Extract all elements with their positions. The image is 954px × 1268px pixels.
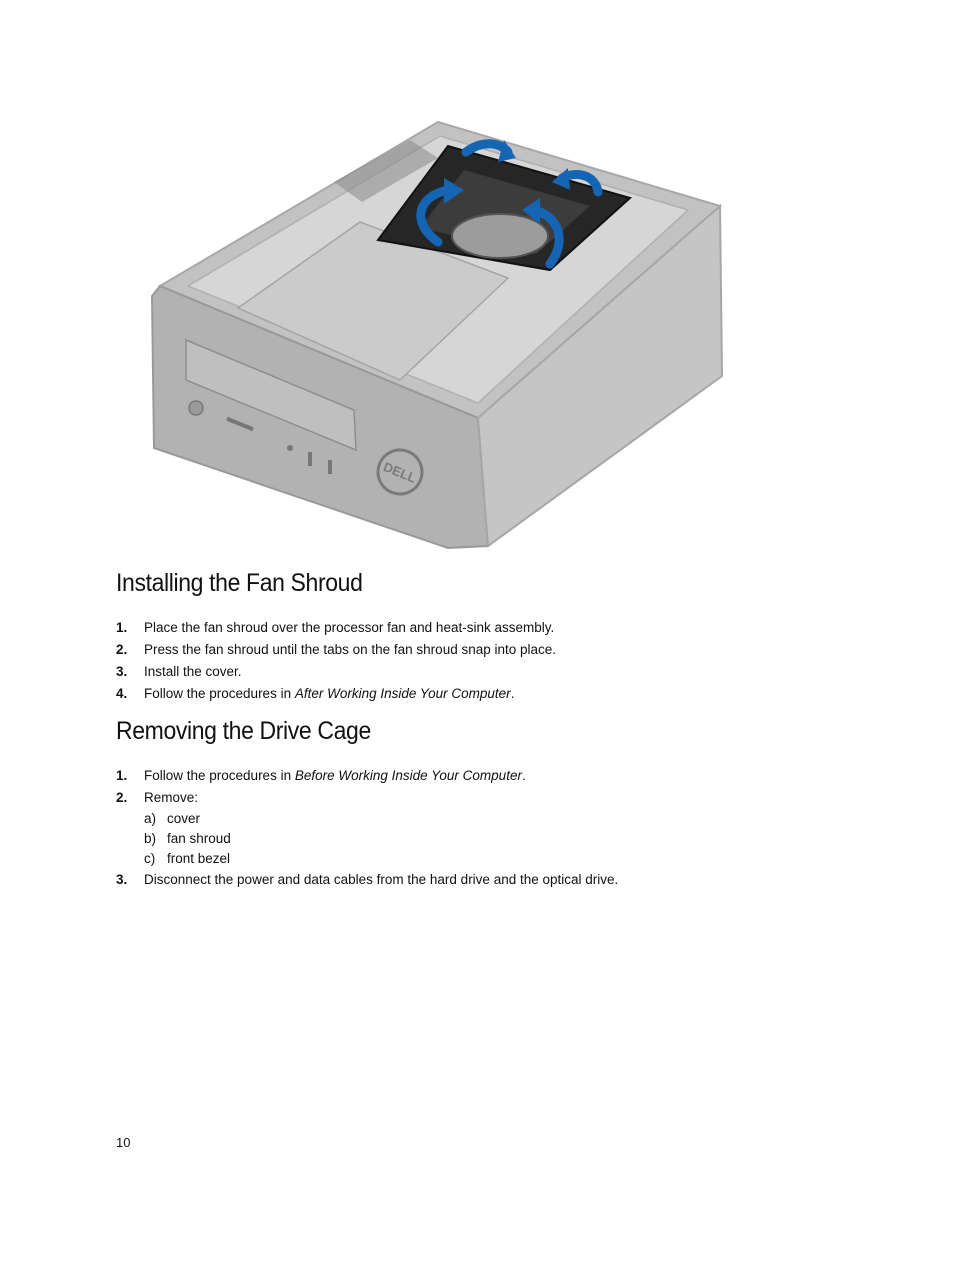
step-reference-link[interactable]: Before Working Inside Your Computer xyxy=(294,768,522,783)
sub-step-label: a) xyxy=(144,811,157,826)
sub-step-text: fan shroud xyxy=(167,831,231,846)
sub-step-item xyxy=(144,809,618,829)
section-title-installing-fan-shroud: Installing the Fan Shroud xyxy=(116,569,363,597)
step-reference-link[interactable]: After Working Inside Your Computer xyxy=(294,686,511,701)
step-item xyxy=(116,869,618,891)
step-number: 2. xyxy=(116,642,128,657)
fan-shroud-illustration xyxy=(148,118,728,550)
step-number: 1. xyxy=(116,768,128,783)
step-number: 3. xyxy=(116,664,128,679)
step-text: Follow the procedures in xyxy=(144,768,295,783)
sub-step-item xyxy=(144,829,618,849)
sub-step-item xyxy=(144,849,618,869)
installing-fan-shroud-steps xyxy=(116,617,556,705)
step-number: 1. xyxy=(116,620,128,635)
step-item xyxy=(116,787,618,869)
usb-port xyxy=(308,452,312,466)
sub-step-label: b) xyxy=(144,831,157,846)
usb-port xyxy=(328,460,332,474)
step-text-end: . xyxy=(510,686,515,701)
step-item xyxy=(116,639,556,661)
step-text-end: . xyxy=(521,768,526,783)
step-number: 2. xyxy=(116,790,128,805)
step-item xyxy=(116,617,556,639)
removing-drive-cage-steps xyxy=(116,765,618,891)
step-text: Place the fan shroud over the processor fan and heat-sink assembly. xyxy=(144,620,555,635)
step-number: 3. xyxy=(116,872,128,887)
sub-step-text: cover xyxy=(167,811,201,826)
sub-step-text: front bezel xyxy=(167,851,231,866)
processor-fan xyxy=(452,214,548,258)
audio-port xyxy=(287,445,293,451)
sub-step-label: c) xyxy=(144,851,156,866)
step-number: 4. xyxy=(116,686,128,701)
step-text: Press the fan shroud until the tabs on the fan shroud snap into place. xyxy=(144,642,557,657)
step-text: Install the cover. xyxy=(144,664,242,679)
step-item xyxy=(116,661,556,683)
dell-logo-text: DELL xyxy=(381,459,419,486)
step-text: Follow the procedures in xyxy=(144,686,295,701)
page-number: 10 xyxy=(116,1135,131,1150)
step-item xyxy=(116,765,618,787)
step-text: Remove: xyxy=(144,790,199,805)
step-text: Disconnect the power and data cables from the hard drive and the optical drive. xyxy=(144,872,619,887)
power-button xyxy=(189,401,203,415)
step-item xyxy=(116,683,556,705)
sub-step-list xyxy=(144,809,618,869)
section-title-removing-drive-cage: Removing the Drive Cage xyxy=(116,717,371,745)
